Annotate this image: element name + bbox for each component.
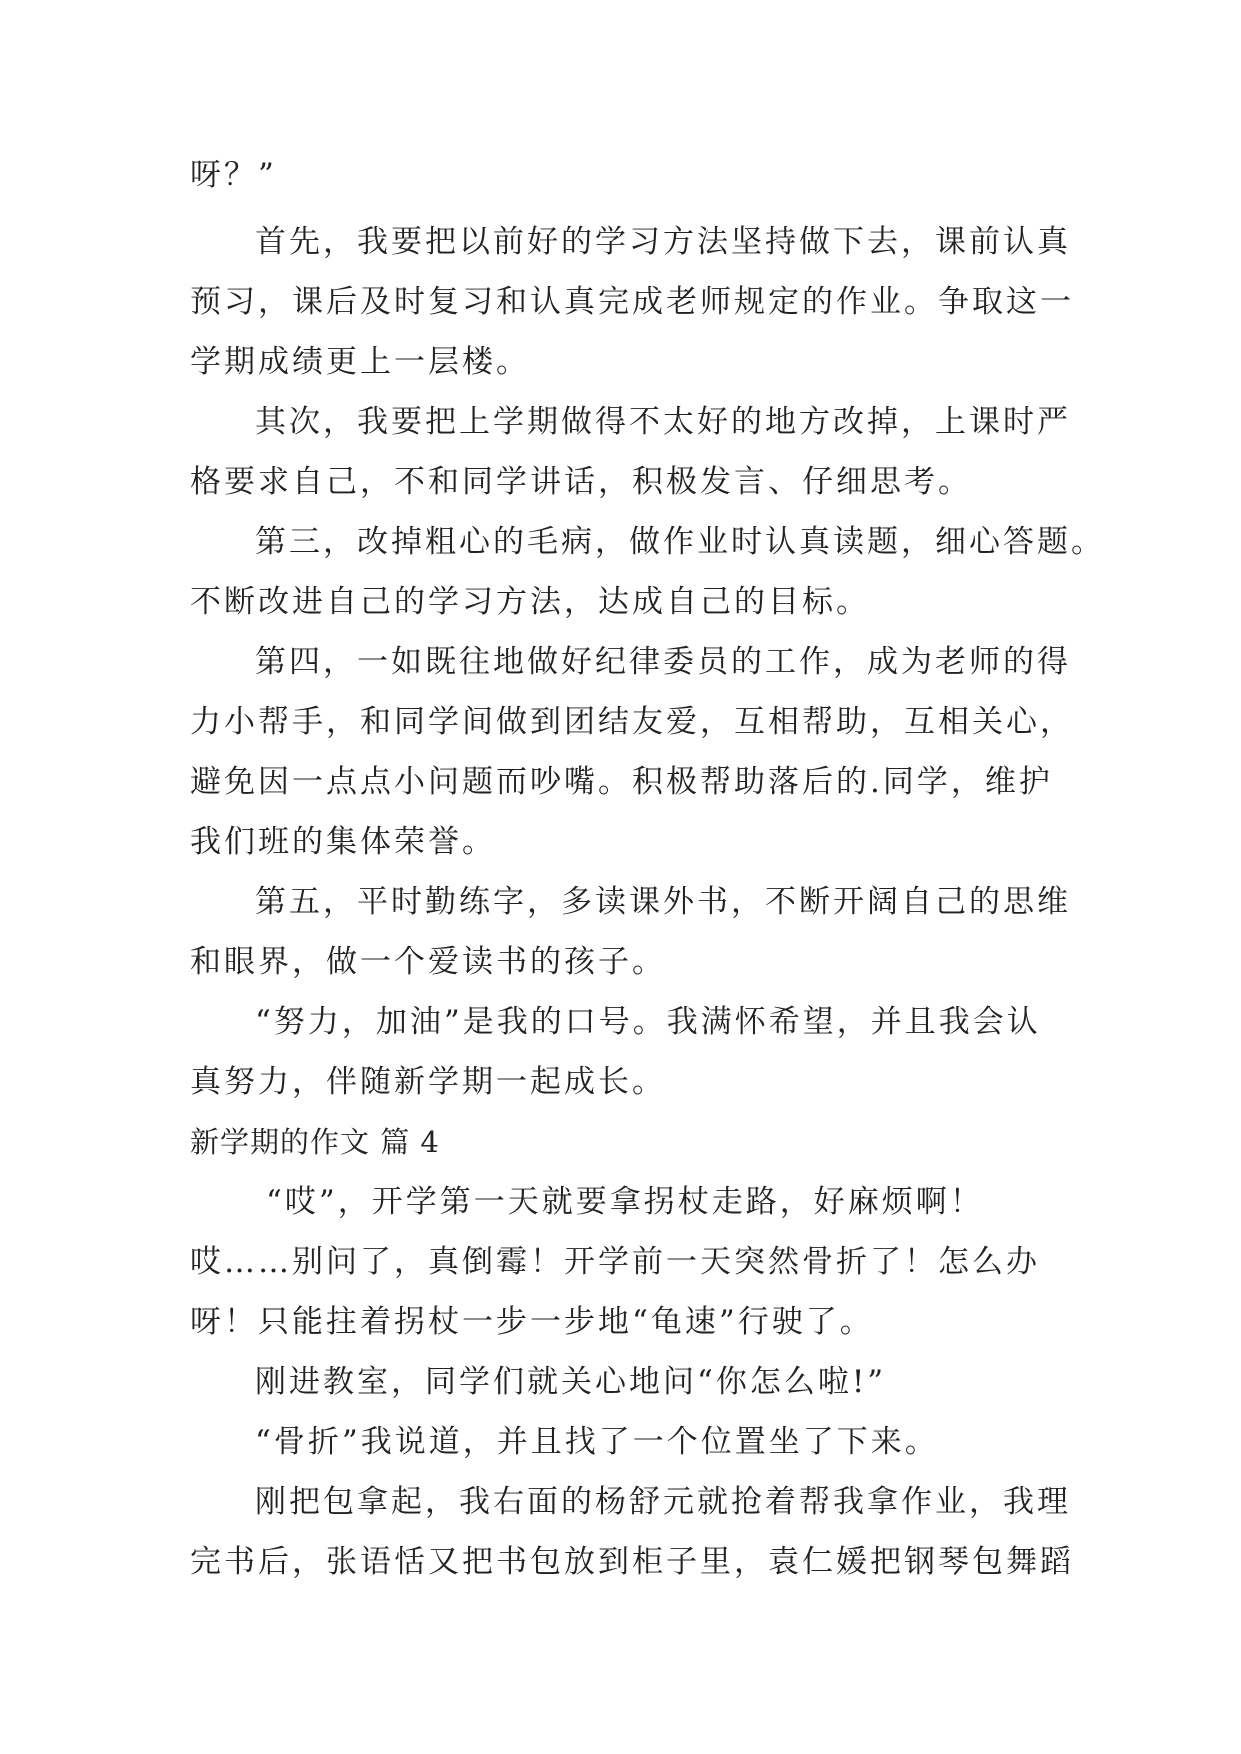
- section-heading: 新学期的作文 篇 4: [190, 1125, 440, 1159]
- text-line: 哎……别问了，真倒霉！开学前一天突然骨折了！怎么办: [190, 1244, 1040, 1280]
- text-line: 呀？”: [190, 157, 277, 193]
- text-line: 不断改进自己的学习方法，达成自己的目标。: [190, 584, 870, 620]
- text-line: 和眼界，做一个爱读书的孩子。: [190, 944, 666, 980]
- text-line: 我们班的集体荣誉。: [190, 824, 496, 860]
- text-line: 真努力，伴随新学期一起成长。: [190, 1064, 666, 1100]
- text-line: 首先，我要把以前好的学习方法坚持做下去，课前认真: [255, 224, 1071, 260]
- text-line: 刚把包拿起，我右面的杨舒元就抢着帮我拿作业，我理: [255, 1484, 1071, 1520]
- text-line: 刚进教室，同学们就关心地问“你怎么啦!”: [255, 1364, 887, 1400]
- text-line: “努力，加油”是我的口号。我满怀希望，并且我会认: [255, 1004, 1041, 1040]
- text-line: 其次，我要把上学期做得不太好的地方改掉，上课时严: [255, 404, 1071, 440]
- text-line: 呀！只能拄着拐杖一步一步地“龟速”行驶了。: [190, 1304, 874, 1340]
- text-line: 学期成绩更上一层楼。: [190, 344, 530, 380]
- text-line: 预习，课后及时复习和认真完成老师规定的作业。争取这一: [190, 284, 1074, 320]
- text-line: 力小帮手，和同学间做到团结友爱，互相帮助，互相关心，: [190, 704, 1074, 740]
- text-line: “哎”，开学第一天就要拿拐杖走路，好麻烦啊！: [266, 1184, 984, 1220]
- text-line: 完书后，张语恬又把书包放到柜子里，袁仁媛把钢琴包舞蹈: [190, 1544, 1074, 1580]
- text-line: 格要求自己，不和同学讲话，积极发言、仔细思考。: [190, 464, 972, 500]
- text-line: 避免因一点点小问题而吵嘴。积极帮助落后的.同学，维护: [190, 764, 1053, 800]
- text-line: 第四，一如既往地做好纪律委员的工作，成为老师的得: [255, 644, 1071, 680]
- text-line: “骨折”我说道，并且找了一个位置坐了下来。: [255, 1424, 939, 1460]
- text-line: 第三，改掉粗心的毛病，做作业时认真读题，细心答题。: [255, 524, 1105, 560]
- text-line: 第五，平时勤练字，多读课外书，不断开阔自己的思维: [255, 884, 1071, 920]
